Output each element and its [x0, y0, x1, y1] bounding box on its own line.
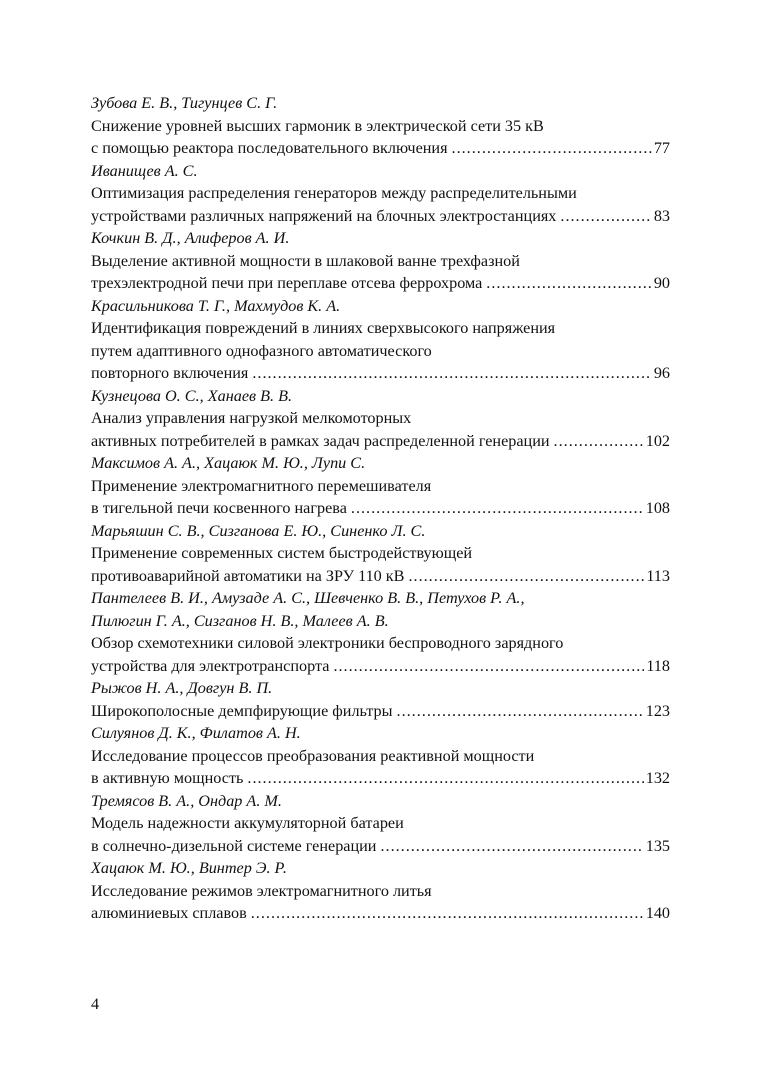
toc-entry-page-number: 102 [645, 431, 670, 450]
toc-entry-authors: Кузнецова О. С., Ханаев В. В. [91, 386, 292, 405]
toc-entry [91, 295, 670, 385]
dot-leader [408, 565, 644, 588]
toc-entry-title-end: повторного включения [91, 364, 249, 382]
dot-leader [380, 835, 643, 858]
dot-leader [351, 497, 644, 520]
toc-entry-title-line: Исследование режимов электромагнитного литья [91, 881, 432, 900]
toc-entry-title-line: Модель надежности аккумуляторной батареи [91, 814, 404, 832]
toc-entry-page-number: 83 [653, 206, 670, 225]
toc-entry-title-end: в тигельной печи косвенного нагрева [91, 499, 347, 517]
dot-leader [486, 272, 652, 295]
toc-entry-last-line [91, 362, 670, 385]
toc-entry [91, 227, 670, 295]
table-of-contents [91, 92, 670, 925]
toc-entry-title-line: Снижение уровней высших гармоник в электрической сети 35 кВ [91, 116, 544, 135]
dot-leader [247, 767, 643, 790]
toc-entry-page-number: 108 [645, 499, 670, 517]
toc-entry-title-end: алюминиевых сплавов [91, 904, 247, 922]
toc-entry [91, 587, 670, 677]
toc-entry-authors: Пилюгин Г. А., Сизганов Н. В., Малеев А. В. [91, 611, 389, 630]
toc-entry-authors: Пантелеев В. И., Амузаде А. С., Шевченко В. В., Петухов Р. А., [91, 589, 525, 607]
toc-entry-authors: Тремясов В. А., Ондар А. М. [91, 791, 282, 810]
toc-entry-title-line: Идентификация повреждений в линиях сверхвысокого напряжения [91, 319, 556, 337]
toc-entry-page-number: 96 [653, 364, 670, 382]
toc-entry-page-number: 113 [646, 566, 670, 585]
toc-entry-title-line: Выделение активной мощности в шлаковой ванне трехфазной [91, 251, 520, 270]
page-number: 4 [91, 995, 100, 1013]
toc-entry-last-line [91, 655, 670, 678]
toc-entry-authors: Хацаюк М. Ю., Винтер Э. Р. [91, 859, 287, 877]
toc-entry-authors: Кочкин В. Д., Алиферов А. И. [91, 229, 290, 247]
dot-leader [554, 430, 644, 453]
toc-entry-title-line: Применение современных систем быстродействующей [91, 544, 473, 562]
toc-entry-title-end: устройства для электротранспорта [91, 656, 330, 675]
toc-entry [91, 857, 670, 925]
toc-entry-title-line: Анализ управления нагрузкой мелкомоторных [91, 409, 412, 427]
toc-entry-last-line [91, 205, 670, 228]
toc-entry-page-number: 135 [645, 836, 670, 855]
toc-entry-title-line: Обзор схемотехники силовой электроники беспроводного зарядного [91, 634, 564, 652]
toc-entry-title-line: путем адаптивного однофазного автоматического [91, 341, 432, 360]
toc-entry [91, 452, 670, 520]
toc-entry-page-number: 77 [653, 139, 670, 157]
toc-entry-title-end: противоаварийной автоматики на ЗРУ 110 кВ [91, 566, 405, 585]
toc-entry [91, 385, 670, 453]
toc-entry-last-line [91, 272, 670, 295]
dot-leader [560, 205, 651, 228]
toc-entry-last-line [91, 767, 670, 790]
dot-leader [251, 902, 644, 925]
toc-entry-title-line: Оптимизация распределения генераторов между распределительными [91, 184, 577, 202]
toc-entry [91, 722, 670, 790]
toc-entry [91, 520, 670, 588]
toc-entry-authors: Максимов А. А., Хацаюк М. Ю., Лупи С. [91, 454, 366, 472]
toc-entry [91, 677, 670, 722]
toc-entry-authors: Зубова Е. В., Тигунцев С. Г. [91, 94, 278, 112]
toc-entry-title-line: Исследование процессов преобразования реактивной мощности [91, 746, 535, 765]
toc-entry [91, 790, 670, 858]
toc-entry-last-line [91, 430, 670, 453]
dot-leader [333, 655, 644, 678]
toc-entry-title-end: трехэлектродной печи при переплаве отсева феррохрома [91, 274, 483, 292]
toc-entry-last-line [91, 835, 670, 858]
dot-leader [452, 137, 652, 160]
toc-entry-authors: Иванищев А. С. [91, 161, 198, 180]
toc-entry-page-number: 123 [645, 701, 670, 720]
dot-leader [397, 700, 644, 723]
toc-entry-title-end: Широкополосные демпфирующие фильтры [91, 701, 393, 720]
toc-entry-last-line [91, 497, 670, 520]
toc-entry-title-end: с помощью реактора последовательного включения [91, 139, 448, 157]
toc-entry-page-number: 140 [645, 904, 670, 922]
toc-entry-title-end: активных потребителей в рамках задач распределенной генерации [91, 431, 550, 450]
toc-entry-authors: Силуянов Д. К., Филатов А. Н. [91, 724, 301, 742]
toc-entry-title-end: устройствами различных напряжений на блочных электростанциях [91, 206, 557, 225]
toc-entry-page-number: 90 [653, 274, 670, 292]
toc-entry-authors: Рыжов Н. А., Довгун В. П. [91, 679, 273, 697]
toc-entry-last-line [91, 902, 670, 925]
toc-entry-authors: Красильникова Т. Г., Махмудов К. А. [91, 296, 341, 315]
toc-entry-page-number: 118 [646, 656, 670, 675]
dot-leader [252, 362, 651, 385]
toc-entry-last-line [91, 565, 670, 588]
toc-entry [91, 92, 670, 160]
toc-entry-title-end: в активную мощность [91, 769, 244, 787]
toc-entry-page-number: 132 [645, 769, 670, 787]
toc-entry-title-line: Применение электромагнитного перемешивателя [91, 476, 432, 495]
toc-entry-authors: Марьяшин С. В., Сизганова Е. Ю., Синенко Л. С. [91, 521, 426, 540]
toc-entry-last-line [91, 700, 670, 723]
toc-entry [91, 160, 670, 228]
toc-entry-last-line [91, 137, 670, 160]
toc-entry-title-end: в солнечно-дизельной системе генерации [91, 836, 377, 855]
